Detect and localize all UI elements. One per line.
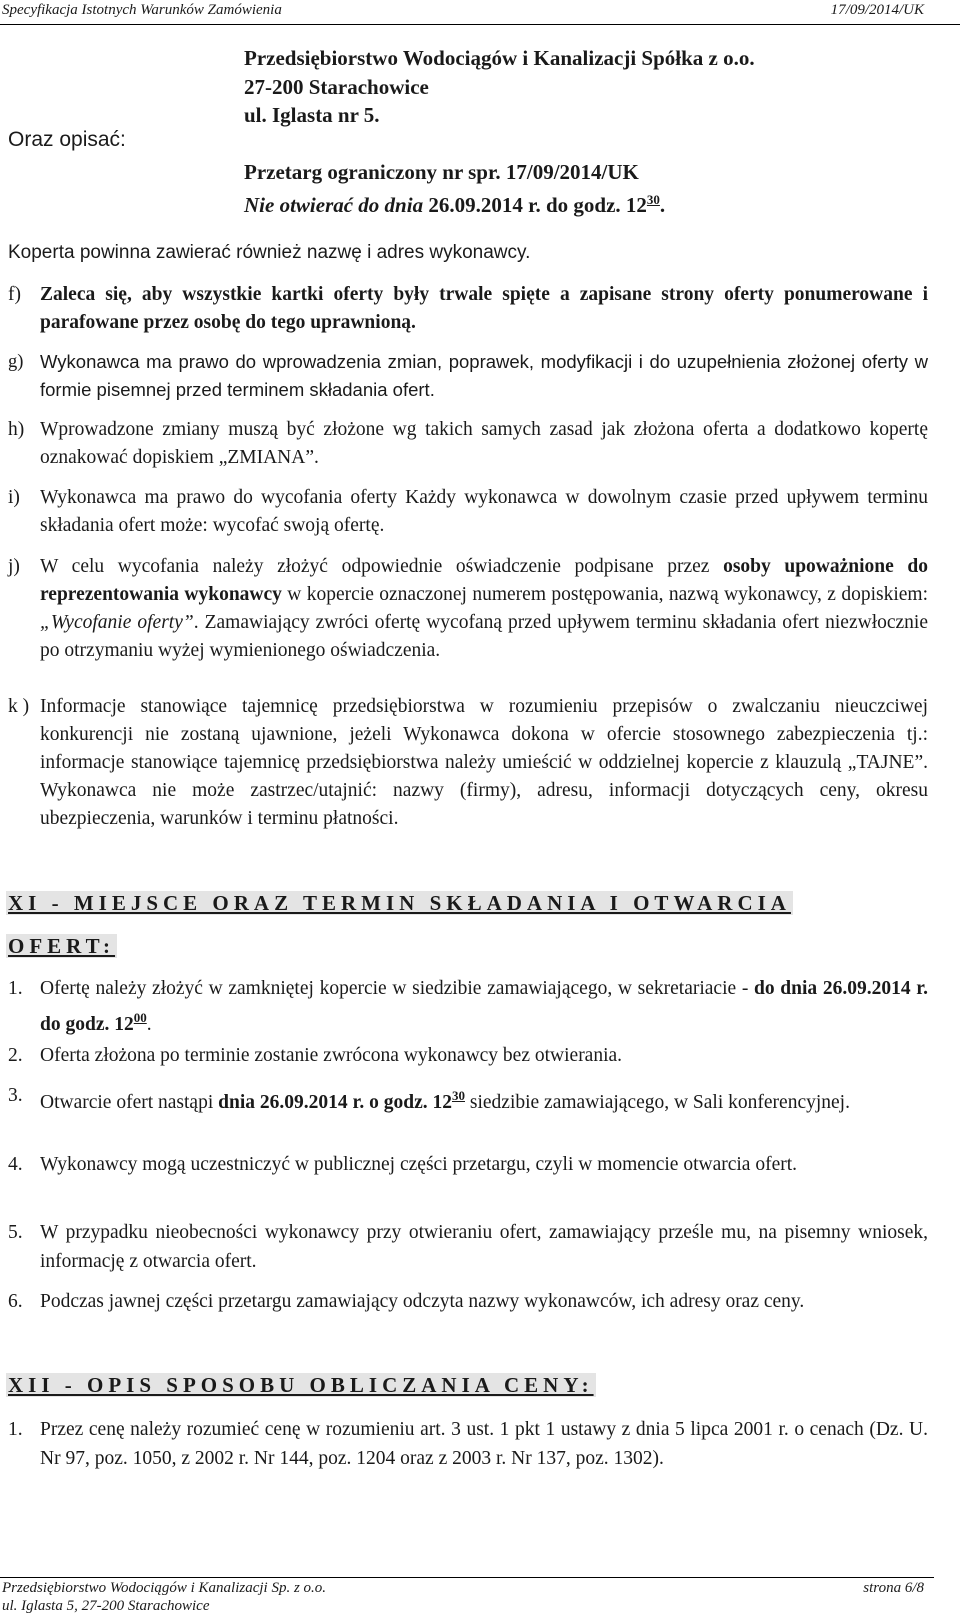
list-item-i: i) Wykonawca ma prawo do wycofania oferty Każdy wykonawca w dowolnym czasie przed upływem terminu składania ofert może: wycofać swoją ofertę. — [8, 487, 928, 536]
section-xi-point-1: 1. Ofertę należy złożyć w zamkniętej kopercie w siedzibie zamawiającego, w sekretariacie - do dnia 26.09.2014 r. do godz. $12^{00}$. — [8, 978, 928, 1035]
section-xi-point-4: 4. Wykonawcy mogą uczestniczyć w publicznej części przetargu, czyli w momencie otwarcia ofert. — [8, 1154, 798, 1175]
envelope-note: Koperta powinna zawierać również nazwę i adres wykonawcy. — [8, 242, 531, 263]
footer-page-number: strona 6/8 — [863, 1580, 924, 1596]
section-xi-point-2: 2. Oferta złożona po terminie zostanie zwrócona wykonawcy bez otwierania. — [8, 1045, 623, 1066]
footer-company: Przedsiębiorstwo Wodociągów i Kanalizacji Sp. z o.o. — [2, 1580, 327, 1596]
envelope-street: ul. Iglasta nr 5. — [244, 103, 380, 127]
header-rule — [0, 24, 960, 25]
envelope-company: Przedsiębiorstwo Wodociągów i Kanalizacji Spółka z o.o. — [244, 46, 755, 70]
section-xii-title: XII - OPIS SPOSOBU OBLICZANIA CENY: — [8, 1373, 594, 1397]
section-xi-point-5: 5. W przypadku nieobecności wykonawcy przy otwieraniu ofert, zamawiający prześle mu, na pisemny wniosek, informację z otwarcia ofert. — [8, 1222, 928, 1272]
section-xi-title: XI - MIEJSCE ORAZ TERMIN SKŁADANIA I OTWARCIA — [8, 891, 791, 915]
list-item-h: h) Wprowadzone zmiany muszą być złożone wg takich samych zasad jak złożona oferta a dodatkowo kopertę oznakować dopiskiem „ZMIANA”. — [8, 419, 928, 468]
list-item-k: k ) Informacje stanowiące tajemnicę przedsiębiorstwa w rozumieniu przepisów o zwalczaniu nieuczciwej konkurencji nie zostaną ujawnione, jeżeli Wykonawca dokona w ofercie stosownego zabezpieczenia tj.: informacje stanowiące tajemnicę przedsiębiorstwa należy umieścić w oddzielnej kopercie z klauzulą „TAJNE”. Wykonawca nie może zastrzec/utajnić: nazwy (firmy), adresu, informacji dotyczących ceny, okresu ubezpieczenia, warunków i terminu płatności. — [8, 696, 928, 829]
footer-rule — [0, 1577, 934, 1578]
list-item-f: f) Zaleca się, aby wszystkie kartki oferty były trwale spięte a zapisane strony oferty ponumerowane i parafowane przez osobę do tego uprawnioną. — [8, 284, 928, 333]
envelope-city: 27-200 Starachowice — [244, 74, 429, 99]
envelope-spacer — [244, 130, 755, 158]
envelope-tender: Przetarg ograniczony nr spr. 17/09/2014/UK — [244, 159, 639, 184]
list-item-j: j) W celu wycofania należy złożyć odpowiednie oświadczenie podpisane przez osoby upoważnione do reprezentowania wykonawcy w kopercie oznaczonej numerem postępowania, nazwą wykonawcy, z dopiskiem: „Wycofanie oferty”. Zamawiający zwróci ofertę wycofaną przed upływem terminu składania ofert niezwłocznie po otrzymaniu wyżej wymienionego oświadczenia. — [8, 556, 929, 661]
header-title: Specyfikacja Istotnych Warunków Zamówienia — [2, 2, 282, 18]
envelope-address — [244, 44, 755, 220]
section-xi-point-6: 6. Podczas jawnej części przetargu zamawiający odczyta nazwy wykonawców, ich adresy oraz ceny. — [8, 1291, 805, 1312]
list-item-g: g) Wykonawca ma prawo do wprowadzenia zmian, poprawek, modyfikacji i do uzupełnienia złożonej oferty w formie pisemnej przed terminem składania ofert. — [8, 351, 928, 400]
envelope-do-not-open: Nie otwierać do dnia 26.09.2014 r. do godz. $12^{30}$. — [244, 192, 666, 217]
section-xi-point-3: 3. Otwarcie ofert nastąpi dnia 26.09.2014 r. o godz. $12^{30}$ siedzibie zamawiającego, w Sali konferencyjnej. — [8, 1085, 850, 1113]
section-xii-point-1: 1. Przez cenę należy rozumieć cenę w rozumieniu art. 3 ust. 1 pkt 1 ustawy z dnia 5 lipca 2001 r. o cenach (Dz. U. Nr 97, poz. 1050, z 2002 r. Nr 144, poz. 1204 oraz z 2003 r. Nr 137, poz. 1302). — [8, 1419, 928, 1469]
footer-address: ul. Iglasta 5, 27-200 Starachowice — [2, 1598, 210, 1614]
envelope-label: Oraz opisać: — [8, 128, 126, 151]
header-reference: 17/09/2014/UK — [830, 2, 924, 18]
section-xi-title-cont: OFERT: — [8, 934, 116, 958]
page-header — [0, 0, 960, 28]
